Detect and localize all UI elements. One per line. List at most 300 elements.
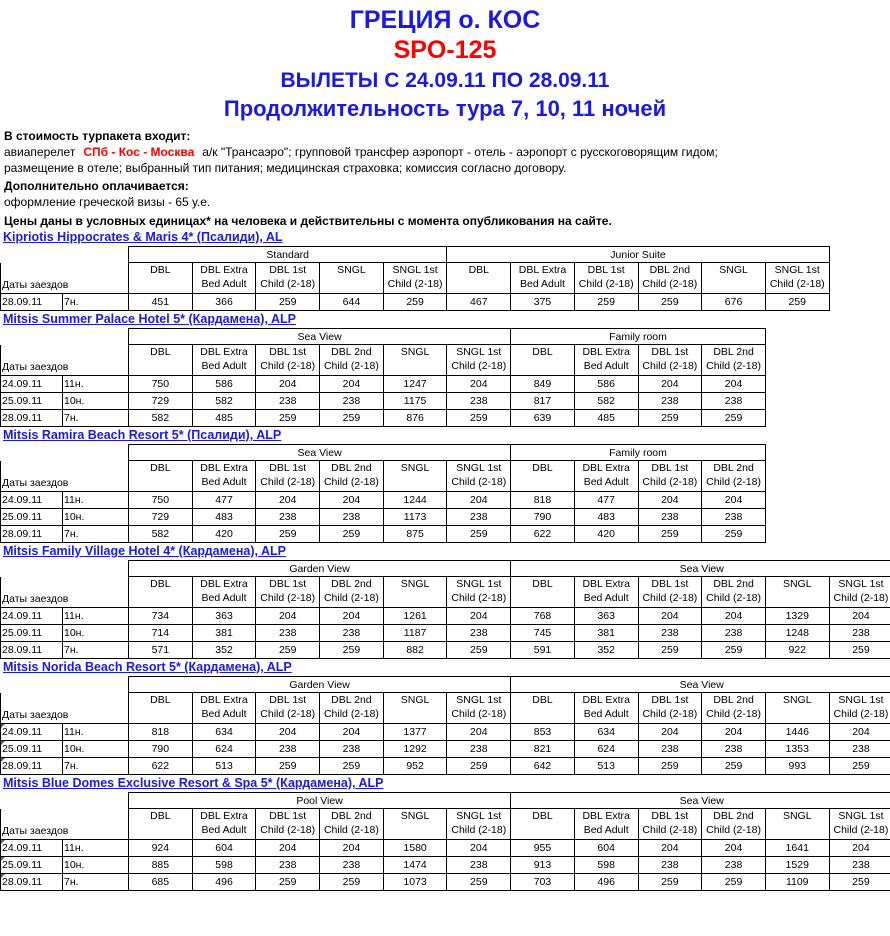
nights: 10н. (63, 857, 129, 874)
dates-label: Даты заездов (1, 577, 129, 608)
nights: 10н. (63, 393, 129, 410)
price-table (0, 246, 830, 311)
price-cell: 1073 (383, 874, 447, 891)
price-cell: 204 (320, 724, 384, 741)
nights: 10н. (63, 625, 129, 642)
arrival-date: 28.09.11 (1, 758, 63, 775)
includes-title: В стоимость турпакета входит: (4, 129, 190, 143)
price-cell: 624 (574, 741, 638, 758)
column-header: DBL Extra Bed Adult (511, 263, 575, 294)
price-cell: 259 (638, 410, 702, 427)
price-cell: 238 (702, 857, 766, 874)
price-table (0, 676, 890, 775)
price-cell: 849 (511, 376, 575, 393)
column-header: DBL 2nd Child (2-18) (638, 263, 702, 294)
price-cell: 204 (638, 840, 702, 857)
arrival-date: 24.09.11 (1, 608, 63, 625)
price-cell: 993 (765, 758, 829, 775)
price-cell: 1474 (383, 857, 447, 874)
price-cell: 259 (765, 294, 829, 311)
column-header: SNGL 1st Child (2-18) (447, 693, 511, 724)
column-header: DBL 1st Child (2-18) (256, 461, 320, 492)
price-cell: 259 (829, 758, 890, 775)
hotel-name[interactable]: Kipriotis Hippocrates & Maris 4* (Псалиди), AL (0, 229, 890, 246)
price-cell: 204 (320, 376, 384, 393)
arrival-date: 25.09.11 (1, 625, 63, 642)
extra-text: оформление греческой визы - 65 у.е. (4, 194, 890, 210)
price-cell: 259 (256, 526, 320, 543)
price-cell: 259 (702, 526, 766, 543)
price-cell: 204 (320, 492, 384, 509)
price-cell: 875 (383, 526, 447, 543)
price-cell: 238 (702, 741, 766, 758)
price-cell: 714 (129, 625, 193, 642)
column-header: DBL 2nd Child (2-18) (320, 809, 384, 840)
arrival-date: 24.09.11 (1, 492, 63, 509)
price-cell: 483 (192, 509, 256, 526)
column-header: SNGL (383, 345, 447, 376)
column-header: DBL Extra Bed Adult (574, 809, 638, 840)
table-row (1, 376, 766, 393)
price-cell: 375 (511, 294, 575, 311)
price-cell: 238 (447, 625, 511, 642)
price-cell: 204 (256, 608, 320, 625)
price-cell: 204 (829, 724, 890, 741)
room-type: Pool View (129, 793, 511, 809)
price-cell: 238 (702, 509, 766, 526)
price-cell: 634 (574, 724, 638, 741)
arrival-date: 25.09.11 (1, 393, 63, 410)
includes-rest: а/к "Трансаэро"; групповой трансфер аэропорт - отель - аэропорт с русскоговорящим гидом; (202, 145, 718, 159)
arrival-date: 28.09.11 (1, 410, 63, 427)
column-header: DBL 1st Child (2-18) (574, 263, 638, 294)
price-cell: 259 (702, 410, 766, 427)
column-header: DBL 1st Child (2-18) (638, 693, 702, 724)
table-row (1, 526, 766, 543)
price-cell: 1529 (765, 857, 829, 874)
room-type: Sea View (511, 677, 890, 693)
price-cell: 598 (574, 857, 638, 874)
table-row (1, 642, 890, 659)
price-cell: 352 (574, 642, 638, 659)
price-cell: 639 (511, 410, 575, 427)
prices-note: Цены даны в условных единицах* на человека и действительны с момента опубликования на сайте. (4, 214, 612, 228)
column-header: DBL (129, 263, 193, 294)
column-header: SNGL 1st Child (2-18) (447, 345, 511, 376)
column-header: SNGL 1st Child (2-18) (447, 577, 511, 608)
price-cell: 451 (129, 294, 193, 311)
column-header: SNGL (383, 693, 447, 724)
spo-code: SPO-125 (0, 38, 890, 68)
price-cell: 955 (511, 840, 575, 857)
table-row (1, 492, 766, 509)
price-cell: 598 (192, 857, 256, 874)
nights: 7н. (63, 294, 129, 311)
price-cell: 882 (383, 642, 447, 659)
column-header: SNGL (765, 577, 829, 608)
column-header: DBL 1st Child (2-18) (256, 263, 320, 294)
column-header: SNGL (383, 577, 447, 608)
price-cell: 259 (829, 874, 890, 891)
price-cell: 238 (320, 509, 384, 526)
price-cell: 1329 (765, 608, 829, 625)
price-cell: 924 (129, 840, 193, 857)
price-cell: 1248 (765, 625, 829, 642)
column-header: DBL Extra Bed Adult (574, 345, 638, 376)
column-header: DBL Extra Bed Adult (192, 577, 256, 608)
price-cell: 768 (511, 608, 575, 625)
table-row (1, 724, 890, 741)
table-corner (1, 677, 129, 693)
price-cell: 238 (447, 857, 511, 874)
price-cell: 238 (829, 625, 890, 642)
price-cell: 204 (638, 492, 702, 509)
price-cell: 238 (638, 741, 702, 758)
column-header: DBL 1st Child (2-18) (638, 809, 702, 840)
price-cell: 204 (256, 492, 320, 509)
price-cell: 259 (638, 526, 702, 543)
price-cell: 259 (256, 758, 320, 775)
column-header: DBL Extra Bed Adult (574, 577, 638, 608)
price-cell: 259 (320, 642, 384, 659)
price-cell: 363 (574, 608, 638, 625)
price-cell: 204 (638, 608, 702, 625)
price-cell: 477 (192, 492, 256, 509)
price-cell: 204 (320, 840, 384, 857)
price-cell: 1109 (765, 874, 829, 891)
hotel-list (0, 229, 890, 891)
includes-line2: размещение в отеле; выбранный тип питания; медицинская страховка; комиссия согласно договору. (4, 160, 890, 176)
price-cell: 204 (447, 840, 511, 857)
price-cell: 259 (256, 294, 320, 311)
column-header: SNGL (765, 809, 829, 840)
nights: 11н. (63, 376, 129, 393)
price-cell: 204 (256, 724, 320, 741)
price-cell: 483 (574, 509, 638, 526)
price-cell: 238 (320, 625, 384, 642)
price-cell: 604 (574, 840, 638, 857)
price-cell: 366 (192, 294, 256, 311)
column-header: SNGL 1st Child (2-18) (447, 809, 511, 840)
table-row (1, 294, 830, 311)
price-cell: 642 (511, 758, 575, 775)
price-cell: 238 (447, 393, 511, 410)
price-cell: 238 (702, 625, 766, 642)
price-cell: 685 (129, 874, 193, 891)
price-cell: 238 (320, 741, 384, 758)
price-cell: 582 (192, 393, 256, 410)
price-cell: 238 (447, 509, 511, 526)
price-cell: 259 (447, 410, 511, 427)
table-row (1, 625, 890, 642)
price-table (0, 560, 890, 659)
column-header: DBL Extra Bed Adult (192, 809, 256, 840)
column-header: DBL Extra Bed Adult (192, 461, 256, 492)
column-header: SNGL (383, 809, 447, 840)
table-corner (1, 329, 129, 345)
price-cell: 204 (702, 724, 766, 741)
price-cell: 352 (192, 642, 256, 659)
column-header: SNGL 1st Child (2-18) (829, 809, 890, 840)
price-cell: 477 (574, 492, 638, 509)
room-type: Family room (511, 329, 766, 345)
tour-duration: Продолжительность тура 7, 10, 11 ночей (0, 98, 890, 128)
price-cell: 259 (702, 874, 766, 891)
hotel-name[interactable]: Mitsis Summer Palace Hotel 5* (Кардамена), ALP (0, 311, 890, 328)
price-cell: 204 (702, 376, 766, 393)
extra-title: Дополнительно оплачивается: (4, 179, 189, 193)
price-cell: 790 (129, 741, 193, 758)
column-header: DBL (129, 693, 193, 724)
price-cell: 496 (574, 874, 638, 891)
price-cell: 485 (574, 410, 638, 427)
price-cell: 1641 (765, 840, 829, 857)
price-cell: 1580 (383, 840, 447, 857)
table-row (1, 758, 890, 775)
column-header: DBL Extra Bed Adult (192, 263, 256, 294)
price-cell: 513 (574, 758, 638, 775)
table-row (1, 393, 766, 410)
room-type: Garden View (129, 677, 511, 693)
price-cell: 420 (574, 526, 638, 543)
column-header: DBL 2nd Child (2-18) (702, 577, 766, 608)
price-cell: 571 (129, 642, 193, 659)
table-row (1, 608, 890, 625)
column-header: DBL 2nd Child (2-18) (702, 461, 766, 492)
price-cell: 586 (192, 376, 256, 393)
table-corner (1, 445, 129, 461)
price-cell: 259 (447, 874, 511, 891)
column-header: DBL 1st Child (2-18) (256, 809, 320, 840)
column-header: DBL (129, 577, 193, 608)
price-cell: 622 (511, 526, 575, 543)
column-header: DBL (511, 809, 575, 840)
price-cell: 745 (511, 625, 575, 642)
arrival-date: 25.09.11 (1, 509, 63, 526)
price-cell: 1446 (765, 724, 829, 741)
price-cell: 644 (320, 294, 384, 311)
price-cell: 204 (320, 608, 384, 625)
room-type: Garden View (129, 561, 511, 577)
arrival-date: 25.09.11 (1, 741, 63, 758)
price-cell: 259 (574, 294, 638, 311)
column-header: SNGL (765, 693, 829, 724)
price-cell: 604 (192, 840, 256, 857)
price-cell: 204 (829, 608, 890, 625)
price-cell: 513 (192, 758, 256, 775)
price-cell: 634 (192, 724, 256, 741)
column-header: DBL 2nd Child (2-18) (320, 345, 384, 376)
column-header: DBL Extra Bed Adult (192, 693, 256, 724)
arrival-date: 28.09.11 (1, 526, 63, 543)
column-header: DBL 2nd Child (2-18) (320, 577, 384, 608)
price-cell: 259 (638, 294, 702, 311)
package-info (0, 128, 890, 229)
arrival-date: 24.09.11 (1, 840, 63, 857)
flight-prefix: авиаперелет (4, 145, 75, 159)
nights: 7н. (63, 874, 129, 891)
price-cell: 259 (447, 758, 511, 775)
price-cell: 420 (192, 526, 256, 543)
arrival-date: 28.09.11 (1, 874, 63, 891)
nights: 7н. (63, 758, 129, 775)
price-cell: 259 (256, 410, 320, 427)
price-cell: 204 (702, 492, 766, 509)
column-header: DBL 2nd Child (2-18) (702, 809, 766, 840)
price-cell: 259 (702, 642, 766, 659)
price-cell: 1292 (383, 741, 447, 758)
arrival-date: 24.09.11 (1, 724, 63, 741)
price-cell: 496 (192, 874, 256, 891)
price-table (0, 444, 766, 543)
price-cell: 238 (702, 393, 766, 410)
hotel-name[interactable]: Mitsis Family Village Hotel 4* (Кардамена), ALP (0, 543, 890, 560)
price-cell: 729 (129, 393, 193, 410)
price-cell: 1173 (383, 509, 447, 526)
price-cell: 259 (447, 642, 511, 659)
price-cell: 238 (256, 509, 320, 526)
nights: 10н. (63, 741, 129, 758)
nights: 10н. (63, 509, 129, 526)
price-cell: 259 (256, 874, 320, 891)
price-cell: 204 (829, 840, 890, 857)
dates-label: Даты заездов (1, 263, 129, 294)
price-cell: 204 (447, 376, 511, 393)
room-type: Sea View (511, 793, 890, 809)
price-table (0, 792, 890, 891)
column-header: DBL (511, 461, 575, 492)
column-header: DBL 2nd Child (2-18) (320, 461, 384, 492)
price-cell: 582 (129, 526, 193, 543)
table-row (1, 741, 890, 758)
hotel-name[interactable]: Mitsis Blue Domes Exclusive Resort & Spa 5* (Кардамена), ALP (0, 775, 890, 792)
price-cell: 1261 (383, 608, 447, 625)
column-header: SNGL (702, 263, 766, 294)
price-cell: 734 (129, 608, 193, 625)
price-cell: 467 (447, 294, 511, 311)
price-cell: 238 (320, 393, 384, 410)
column-header: SNGL 1st Child (2-18) (447, 461, 511, 492)
table-corner (1, 561, 129, 577)
table-corner (1, 793, 129, 809)
arrival-date: 28.09.11 (1, 294, 63, 311)
nights: 7н. (63, 642, 129, 659)
price-cell: 582 (574, 393, 638, 410)
price-cell: 729 (129, 509, 193, 526)
column-header: SNGL (320, 263, 384, 294)
price-cell: 817 (511, 393, 575, 410)
room-type: Junior Suite (447, 247, 829, 263)
column-header: SNGL (383, 461, 447, 492)
nights: 11н. (63, 840, 129, 857)
price-cell: 204 (256, 376, 320, 393)
price-cell: 259 (320, 874, 384, 891)
table-corner (1, 247, 129, 263)
column-header: DBL (511, 577, 575, 608)
dates-label: Даты заездов (1, 345, 129, 376)
price-cell: 238 (447, 741, 511, 758)
room-type: Standard (129, 247, 447, 263)
room-type: Sea View (511, 561, 890, 577)
price-cell: 922 (765, 642, 829, 659)
price-cell: 586 (574, 376, 638, 393)
nights: 7н. (63, 526, 129, 543)
page-header (0, 8, 890, 128)
price-cell: 238 (256, 741, 320, 758)
column-header: DBL Extra Bed Adult (192, 345, 256, 376)
column-header: SNGL 1st Child (2-18) (829, 693, 890, 724)
price-cell: 582 (129, 410, 193, 427)
price-table (0, 328, 766, 427)
price-cell: 204 (447, 492, 511, 509)
column-header: DBL (129, 809, 193, 840)
column-header: DBL (511, 693, 575, 724)
price-cell: 750 (129, 492, 193, 509)
price-cell: 259 (256, 642, 320, 659)
price-cell: 238 (638, 625, 702, 642)
dates-label: Даты заездов (1, 461, 129, 492)
price-cell: 259 (320, 410, 384, 427)
price-cell: 591 (511, 642, 575, 659)
room-type: Sea View (129, 445, 511, 461)
table-row (1, 857, 890, 874)
hotel-name[interactable]: Mitsis Norida Beach Resort 5* (Кардамена), ALP (0, 659, 890, 676)
column-header: SNGL 1st Child (2-18) (829, 577, 890, 608)
table-row (1, 874, 890, 891)
price-cell: 485 (192, 410, 256, 427)
arrival-date: 24.09.11 (1, 376, 63, 393)
price-cell: 821 (511, 741, 575, 758)
price-cell: 259 (829, 642, 890, 659)
column-header: DBL (447, 263, 511, 294)
nights: 11н. (63, 492, 129, 509)
price-cell: 1247 (383, 376, 447, 393)
table-row (1, 410, 766, 427)
table-row (1, 509, 766, 526)
column-header: DBL 1st Child (2-18) (638, 345, 702, 376)
column-header: DBL (129, 345, 193, 376)
price-cell: 1377 (383, 724, 447, 741)
price-cell: 1175 (383, 393, 447, 410)
price-cell: 876 (383, 410, 447, 427)
price-cell: 204 (447, 608, 511, 625)
hotel-name[interactable]: Mitsis Ramira Beach Resort 5* (Псалиди), ALP (0, 427, 890, 444)
price-cell: 238 (829, 741, 890, 758)
column-header: DBL 2nd Child (2-18) (702, 693, 766, 724)
column-header: DBL Extra Bed Adult (574, 693, 638, 724)
price-cell: 790 (511, 509, 575, 526)
price-cell: 204 (638, 724, 702, 741)
departure-dates: ВЫЛЕТЫ С 24.09.11 ПО 28.09.11 (0, 70, 890, 98)
room-type: Family room (511, 445, 766, 461)
price-cell: 259 (638, 874, 702, 891)
price-cell: 750 (129, 376, 193, 393)
arrival-date: 25.09.11 (1, 857, 63, 874)
nights: 11н. (63, 724, 129, 741)
price-cell: 676 (702, 294, 766, 311)
arrival-date: 28.09.11 (1, 642, 63, 659)
column-header: DBL 2nd Child (2-18) (320, 693, 384, 724)
room-type: Sea View (129, 329, 511, 345)
column-header: DBL 1st Child (2-18) (638, 461, 702, 492)
price-cell: 238 (256, 625, 320, 642)
column-header: DBL (511, 345, 575, 376)
column-header: DBL 1st Child (2-18) (256, 693, 320, 724)
price-cell: 259 (320, 758, 384, 775)
nights: 7н. (63, 410, 129, 427)
price-cell: 238 (829, 857, 890, 874)
dates-label: Даты заездов (1, 809, 129, 840)
